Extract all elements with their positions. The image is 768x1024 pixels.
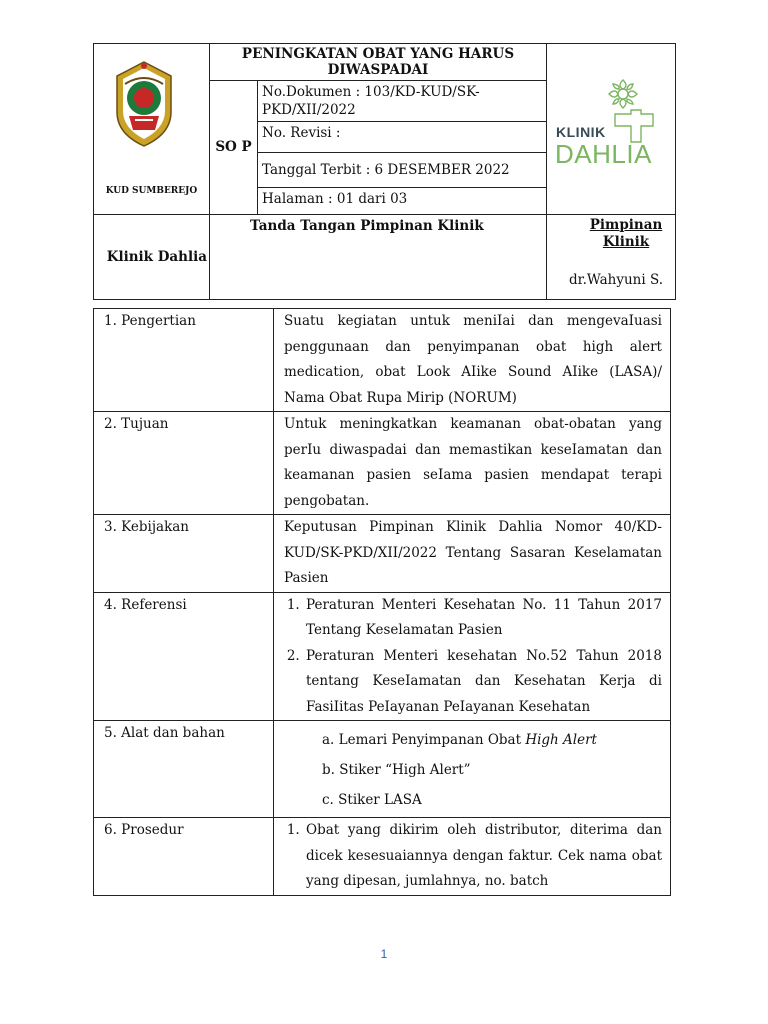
document-number: No.Dokumen : 103/KD-KUD/SK-PKD/XII/2022	[258, 81, 547, 122]
section-text-tujuan: Untuk meningkatkan keamanan obat-obatan yang perIu diwaspadai dan memastikan keseIamatan dan keamanan pasien seIama pasien mendapat terapi pengobatan.	[274, 412, 671, 515]
sop-content-table	[93, 308, 671, 896]
leader-title: Pimpinan Klinik	[589, 217, 663, 250]
table-row	[94, 592, 671, 721]
leader-cell	[547, 215, 676, 300]
section-label-referensi: 4. Referensi	[94, 592, 274, 721]
issue-date: Tanggal Terbit : 6 DESEMBER 2022	[258, 153, 547, 188]
section-text-pengertian: Suatu kegiatan untuk meniIai dan mengevaIuasi penggunaan dan penyimpanan obat high alert medication, obat Look AIike Sound AIike (LASA)/ Nama Obat Rupa Mirip (NORUM)	[274, 309, 671, 412]
clinic-logo-text-klinik: KLINIK	[556, 124, 606, 140]
table-row	[94, 515, 671, 593]
clinic-logo-cell	[547, 44, 676, 215]
section-label-prosedur: 6. Prosedur	[94, 818, 274, 896]
section-label-tujuan: 2. Tujuan	[94, 412, 274, 515]
document-title: PENINGKATAN OBAT YANG HARUS DIWASPADAI	[210, 44, 547, 81]
section-list-alat	[274, 721, 671, 818]
section-text-kebijakan: Keputusan Pimpinan Klinik Dahlia Nomor 40/KD-KUD/SK-PKD/XII/2022 Tentang Sasaran Keselamatan Pasien	[274, 515, 671, 593]
org-name: KUD SUMBEREJO	[105, 186, 198, 196]
list-item: b. Stiker “High Alert”	[322, 762, 471, 778]
sop-label: SO P	[210, 81, 258, 215]
clinic-name: Klinik Dahlia	[94, 215, 210, 300]
dahlia-flower-cross-icon	[599, 74, 659, 144]
clinic-logo-text-dahlia: DAHLIA	[555, 139, 652, 169]
signature-label: Tanda Tangan Pimpinan Klinik	[210, 215, 547, 300]
table-row	[94, 721, 671, 818]
section-label-kebijakan: 3. Kebijakan	[94, 515, 274, 593]
page-count: Halaman : 01 dari 03	[258, 188, 547, 215]
table-row	[94, 309, 671, 412]
section-label-alat: 5. Alat dan bahan	[94, 721, 274, 818]
list-item: c. Stiker LASA	[322, 792, 422, 808]
list-item: 1. Obat yang dikirim oleh distributor, diterima dan dicek kesesuaiannya dengan faktur. Cek nama obat yang dipesan, jumlahnya, no. batch	[304, 818, 662, 895]
section-list-referensi	[274, 592, 671, 721]
section-label-pengertian: 1. Pengertian	[94, 309, 274, 412]
list-item: a. Lemari Penyimpanan Obat High Alert	[322, 732, 597, 748]
leader-name: dr.Wahyuni S.	[568, 272, 664, 288]
table-row	[94, 412, 671, 515]
kud-sumberejo-logo-icon	[111, 58, 177, 148]
list-item: 1. Peraturan Menteri Kesehatan No. 11 Tahun 2017 Tentang Keselamatan Pasien	[304, 593, 662, 644]
page-number: 1	[380, 947, 388, 961]
table-row	[94, 818, 671, 896]
list-item: 2. Peraturan Menteri kesehatan No.52 Tahun 2018 tentang KeseIamatan dan Kesehatan Kerja di FasiIitas PeIayanan PeIayanan Kesehatan	[304, 644, 662, 721]
sop-header-table	[93, 43, 676, 300]
revision-number: No. Revisi :	[258, 122, 547, 153]
kud-logo-cell	[94, 44, 210, 215]
section-list-prosedur	[274, 818, 671, 896]
